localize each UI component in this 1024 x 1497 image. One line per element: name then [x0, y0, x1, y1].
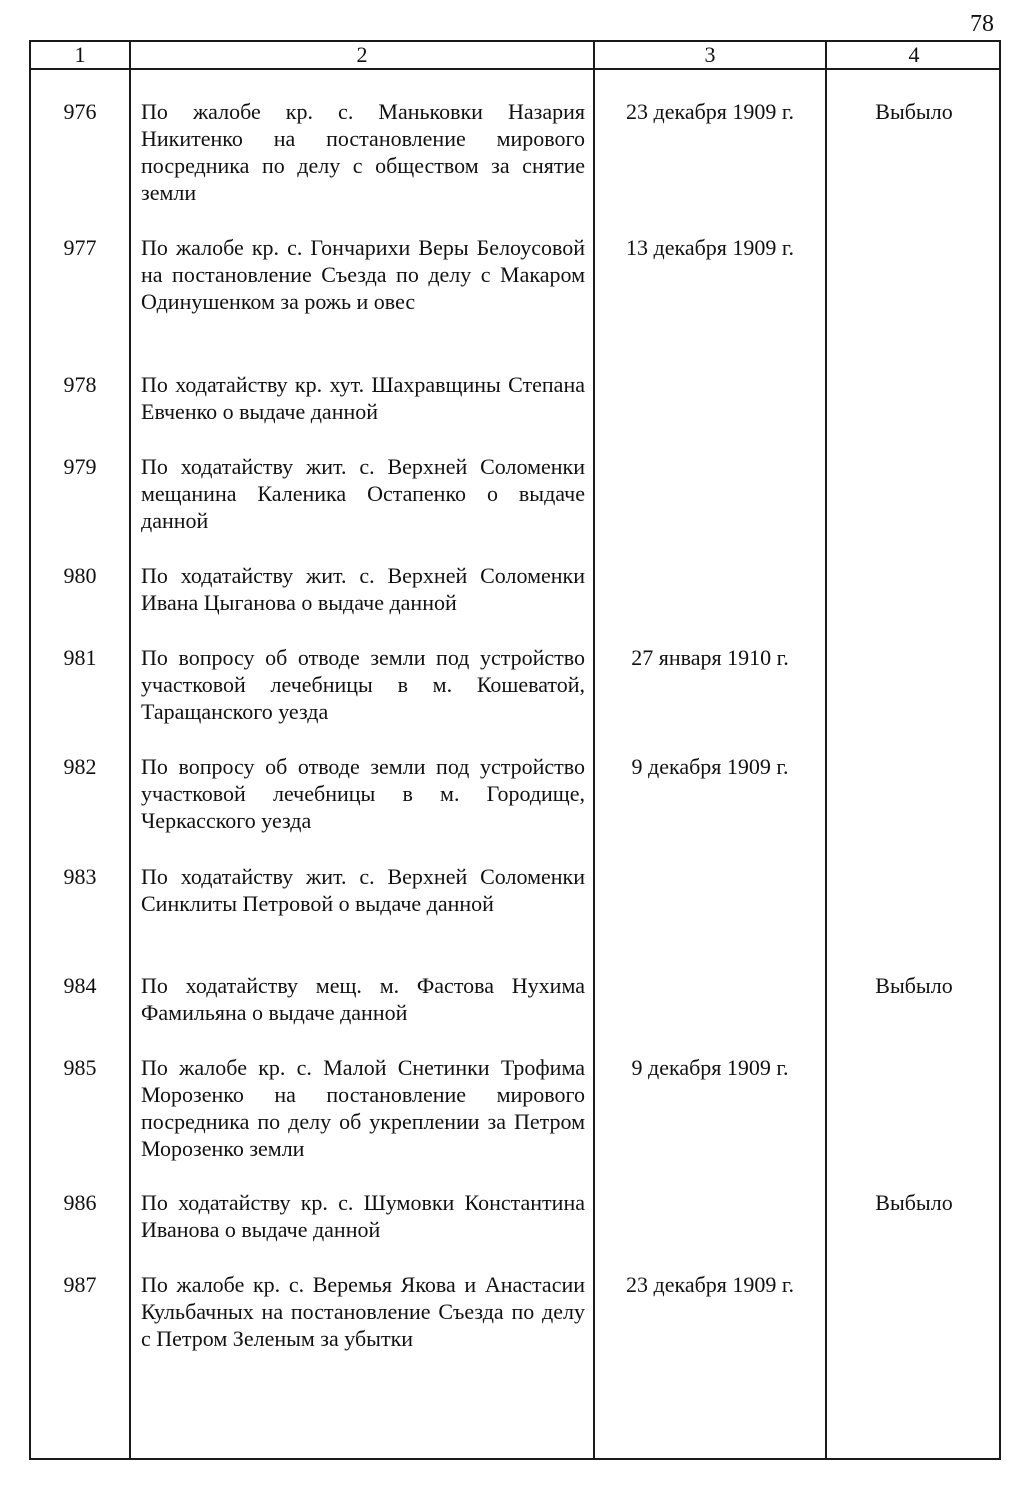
- record-number: 983: [63, 864, 97, 889]
- record-description: По ходатайству жит. с. Верхней Соломенки мещанина Каленика Остапенко о выдаче данной: [141, 454, 585, 533]
- records-table: [29, 40, 1001, 1460]
- column-header: 4: [908, 42, 920, 67]
- record-number: 976: [63, 99, 97, 124]
- record-number: 984: [63, 973, 97, 998]
- record-number: 985: [63, 1055, 97, 1080]
- record-status: Выбыло: [875, 99, 953, 124]
- column-divider: [129, 42, 131, 1458]
- record-date: 9 декабря 1909 г.: [631, 754, 789, 779]
- record-description: По жалобе кр. с. Маньковки Назария Никитенко на постановление мирового посредника по делу с обществом за снятие земли: [141, 99, 585, 205]
- record-description: По вопросу об отводе земли под устройство участковой лечебницы в м. Городище, Черкасского уезда: [141, 754, 585, 833]
- record-description: По ходатайству жит. с. Верхней Соломенки Синклиты Петровой о выдаче данной: [141, 864, 585, 916]
- record-number: 986: [63, 1190, 97, 1215]
- record-description: По жалобе кр. с. Малой Снетинки Трофима Морозенко на постановление мирового посредника по делу об укреплении за Петром Морозенко земли: [141, 1055, 585, 1161]
- record-number: 979: [63, 454, 97, 479]
- column-divider: [825, 42, 827, 1458]
- record-status: Выбыло: [875, 1190, 953, 1215]
- column-header: 3: [704, 42, 716, 67]
- record-description: По жалобе кр. с. Веремья Якова и Анастасии Кульбачных на постановление Съезда по делу с Петром Зеленым за убытки: [141, 1272, 585, 1351]
- record-date: 13 декабря 1909 г.: [626, 235, 794, 260]
- record-number: 987: [63, 1272, 97, 1297]
- record-date: 23 декабря 1909 г.: [626, 99, 794, 124]
- record-description: По ходатайству мещ. м. Фастова Нухима Фамильяна о выдаче данной: [141, 973, 585, 1025]
- record-number: 981: [63, 645, 97, 670]
- record-status: Выбыло: [875, 973, 953, 998]
- record-description: По вопросу об отводе земли под устройство участковой лечебницы в м. Кошеватой, Таращанского уезда: [141, 645, 585, 724]
- record-date: 9 декабря 1909 г.: [631, 1055, 789, 1080]
- table-header: [31, 42, 999, 70]
- record-date: 27 января 1910 г.: [631, 645, 789, 670]
- record-number: 980: [63, 563, 97, 588]
- record-description: По ходатайству кр. хут. Шахравщины Степана Евченко о выдаче данной: [141, 372, 585, 424]
- record-description: По ходатайству кр. с. Шумовки Константина Иванова о выдаче данной: [141, 1190, 585, 1242]
- record-description: По жалобе кр. с. Гончарихи Веры Белоусовой на постановление Съезда по делу с Макаром Одинушенком за рожь и овес: [141, 235, 585, 314]
- column-header: 1: [74, 42, 86, 67]
- record-date: 23 декабря 1909 г.: [626, 1272, 794, 1297]
- record-number: 977: [63, 235, 97, 260]
- page-number: 78: [970, 11, 994, 37]
- record-description: По ходатайству жит. с. Верхней Соломенки Ивана Цыганова о выдаче данной: [141, 563, 585, 615]
- record-number: 982: [63, 754, 97, 779]
- column-header: 2: [356, 42, 368, 67]
- record-number: 978: [63, 372, 97, 397]
